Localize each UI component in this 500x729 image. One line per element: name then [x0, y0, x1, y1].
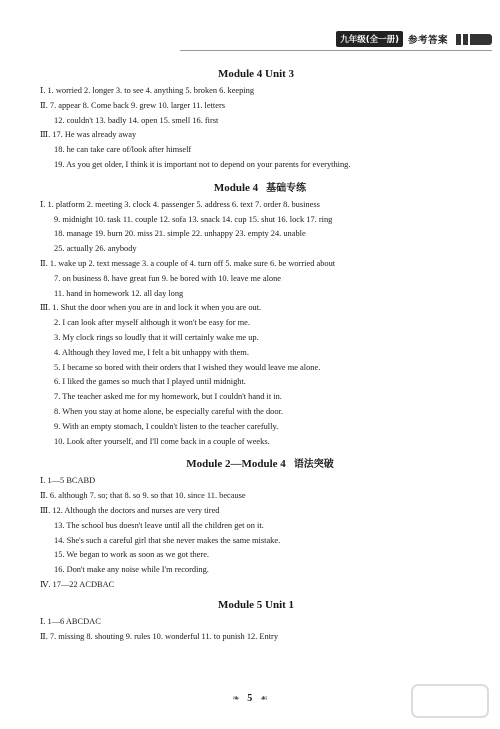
header-decoration — [454, 34, 492, 45]
section-heading — [40, 68, 480, 80]
section-heading — [40, 179, 480, 194]
answer-line: Ⅱ. 7. appear 8. Come back 9. grew 10. larger 11. letters — [40, 100, 225, 110]
section-heading-en: Module 2—Module 4 — [186, 458, 286, 471]
answer-line: 13. The school bus doesn't leave until all the children get on it. — [54, 520, 264, 530]
answer-line: 8. When you stay at home alone, be especially careful with the door. — [54, 406, 283, 416]
answer-line: 19. As you get older, I think it is important not to depend on your parents for everything. — [54, 159, 351, 169]
leaf-right-icon: ☙ — [259, 694, 268, 704]
leaf-left-icon: ❧ — [232, 694, 240, 704]
answer-line: 9. midnight 10. task 11. couple 12. sofa 13. snack 14. cup 15. shut 16. lock 17. ring — [54, 214, 333, 224]
answer-line: 9. With an empty stomach, I couldn't listen to the teacher carefully. — [54, 421, 279, 431]
answer-line: Ⅰ. 1. worried 2. longer 3. to see 4. anything 5. broken 6. keeping — [40, 86, 255, 95]
answer-line: 18. manage 19. burn 20. miss 21. simple 22. unhappy 23. empty 24. unable — [54, 229, 306, 239]
answer-line: 7. The teacher asked me for my homework, but I couldn't hand it in. — [54, 392, 282, 402]
answer-line: 4. Although they loved me, I felt a bit unhappy with them. — [54, 347, 249, 357]
section-heading-cn: 基础专练 — [266, 182, 307, 194]
answer-line: 10. Look after yourself, and I'll come back in a couple of weeks. — [54, 436, 270, 446]
section-heading — [40, 455, 480, 470]
answer-line: 15. We began to work as soon as we got there. — [54, 550, 210, 560]
answer-line: Ⅰ. 1. platform 2. meeting 3. clock 4. passenger 5. address 6. text 7. order 8. business — [40, 199, 320, 209]
answer-line: Ⅲ. 1. Shut the door when you are in and lock it when you are out. — [40, 303, 262, 313]
answer-line: Ⅱ. 1. wake up 2. text message 3. a couple of 4. turn off 5. make sure 6. be worried about — [40, 258, 336, 268]
section-heading-en: Module 4 Unit 3 — [217, 68, 295, 80]
section-heading-cn: 语法突破 — [293, 459, 334, 471]
answer-line: 25. actually 26. anybody — [54, 244, 137, 254]
page-number: 5 — [247, 693, 253, 704]
answer-line: 11. hand in homework 12. all day long — [54, 288, 184, 298]
answer-line: Ⅳ. 17—22 ACDBAC — [40, 579, 115, 589]
answer-line: 14. She's such a careful girl that she never makes the same mistake. — [54, 535, 281, 545]
answer-line: 16. Don't make any noise while I'm recording. — [54, 565, 209, 575]
answer-content — [40, 62, 480, 644]
watermark-icon — [410, 681, 490, 721]
answer-line: Ⅱ. 6. although 7. so; that 8. so 9. so that 10. since 11. because — [40, 491, 246, 501]
answer-line: Ⅰ. 1—6 ABCDAC — [40, 616, 101, 626]
answer-line: 6. I liked the games so much that I played until midnight. — [54, 377, 246, 387]
section-heading-en: Module 5 Unit 1 — [217, 598, 295, 611]
answer-line: Ⅲ. 17. He was already away — [40, 130, 137, 140]
answer-line: Ⅲ. 12. Although the doctors and nurses are very tired — [40, 505, 220, 515]
answer-line: 7. on business 8. have great fun 9. be bored with 10. leave me alone — [54, 273, 281, 283]
page-header — [336, 30, 492, 48]
answer-line: Ⅱ. 7. missing 8. shouting 9. rules 10. wonderful 11. to punish 12. Entry — [40, 631, 279, 641]
answer-line: 3. My clock rings so loudly that it will certainly wake me up. — [54, 332, 259, 342]
header-rule — [180, 50, 492, 51]
answer-line: 18. he can take care of/look after himself — [54, 145, 192, 155]
section-heading-en: Module 4 — [213, 181, 259, 194]
answer-line: 12. couldn't 13. badly 14. open 15. smell 16. first — [54, 115, 219, 125]
grade-tag: 九年级(全一册) — [336, 31, 403, 47]
section-heading — [40, 599, 480, 611]
answer-line: 2. I can look after myself although it won't be easy for me. — [54, 318, 250, 328]
answer-line: Ⅰ. 1—5 BCABD — [40, 476, 96, 486]
answer-line: 5. I became so bored with their orders that I wished they would leave me alone. — [54, 362, 321, 372]
header-title: 参考答案 — [407, 35, 448, 46]
